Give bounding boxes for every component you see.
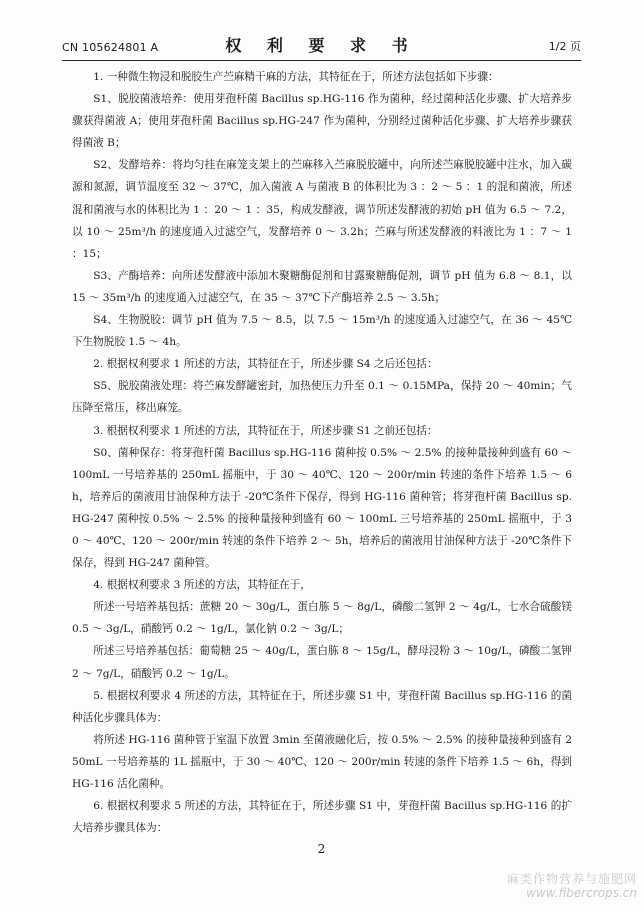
page-indicator: 1/2 页	[548, 40, 581, 53]
document-title: 权 利 要 求 书	[225, 36, 418, 55]
page-number: 2	[317, 842, 326, 856]
claim-1-heading: 1. 一种微生物浸和脱胶生产苎麻精干麻的方法，其特征在于，所述方法包括如下步骤：	[93, 71, 499, 83]
watermark-site-name: 麻类作物营养与施肥网	[506, 872, 637, 886]
claim-2-step-s5: S5、脱胶菌液处理：将苎麻发酵罐密封，加热使压力升至 0.1 ～ 0.15MPa，保持 20 ～ 40min；气压降至常压，移出麻笼。	[72, 380, 572, 415]
claims-body	[72, 66, 572, 842]
claim-4-medium-three: 所述三号培养基包括：葡萄糖 25 ～ 40g/L，蛋白胨 8 ～ 15g/L，酵母浸粉 3 ～ 10g/L，磷酸二氢钾 2 ～ 7g/L，硝酸钙 0.2 ～ 1g/L。	[72, 645, 572, 680]
claim-1-step-s4: S4、生物脱胶：调节 pH 值为 7.5 ～ 8.5，以 7.5 ～ 15m³/h 的速度通入过滤空气，在 36 ～ 45℃下生物脱胶 1.5 ～ 4h。	[72, 314, 572, 349]
claim-4-heading: 4. 根据权利要求 3 所述的方法，其特征在于，	[93, 579, 311, 592]
watermark-url: www.fibercrops.cn	[526, 886, 637, 900]
claim-1-step-s2: S2、发酵培养：将均匀挂在麻笼支架上的苎麻移入苎麻脱胶罐中，向所述苎麻脱胶罐中注水，加入碳源和氮源，调节温度至 32 ～ 37℃，加入菌液 A 与菌液 B 的体积比为 3 ：2 ～ 5 ：1 的混和菌液，所述混和菌液与水的体积比为 1 ：20 ～ 1 ：35，构成发酵液，调节所述发酵液的初始 pH 值为 6.5 ～ 7.2，以 10 ～ 25m³/h 的速度通入过滤空气，发酵培养 0 ～ 3.2h；苎麻与所述发酵液的料液比为 1 ：7 ～ 1 ：15；	[72, 159, 572, 260]
claim-5-activation: 将所述 HG-116 菌种管于室温下放置 3min 至菌液融化后，按 0.5% ～ 2.5% 的接种量接种到盛有 250mL 一号培养基的 1L 摇瓶中，于 30 ～ 40℃、120 ～ 200r/min 转速的条件下培养 1.5 ～ 6h，得到 HG-116 活化菌种。	[72, 733, 572, 790]
claim-4-medium-one: 所述一号培养基包括：蔗糖 20 ～ 30g/L，蛋白胨 5 ～ 8g/L，磷酸二氢钾 2 ～ 4g/L，七水合硫酸镁 0.5 ～ 3g/L，硝酸钙 0.2 ～ 1g/L，氯化钠 0.2 ～ 3g/L；	[72, 601, 572, 636]
site-watermark	[507, 872, 637, 900]
page-header	[62, 34, 581, 61]
claim-1-step-s3: S3、产酶培养：向所述发酵液中添加木聚糖酶促剂和甘露聚糖酶促剂，调节 pH 值为 6.8 ～ 8.1，以 15 ～ 35m³/h 的速度通入过滤空气，在 35 ～ 37℃下产酶培养 2.5 ～ 3.5h；	[72, 269, 572, 304]
claim-2-heading: 2. 根据权利要求 1 所述的方法，其特征在于，所述步骤 S4 之后还包括：	[93, 358, 438, 371]
claim-1-step-s1: S1、脱胶菌液培养：使用芽孢杆菌 Bacillus sp.HG-116 作为菌种，经过菌种活化步骤、扩大培养步骤获得菌液 A；使用芽孢杆菌 Bacillus sp.HG-247 作为菌种，分别经过菌种活化步骤、扩大培养步骤获得菌液 B；	[72, 93, 572, 150]
claim-5-heading: 5. 根据权利要求 4 所述的方法，其特征在于，所述步骤 S1 中，芽孢杆菌 Bacillus sp.HG-116 的菌种活化步骤具体为：	[72, 689, 572, 724]
claim-6-heading: 6. 根据权利要求 5 所述的方法，其特征在于，所述步骤 S1 中，芽孢杆菌 Bacillus sp.HG-116 的扩大培养步骤具体为：	[72, 800, 572, 835]
claim-3-step-s0: S0、菌种保存：将芽孢杆菌 Bacillus sp.HG-116 菌种按 0.5% ～ 2.5% 的接种量接种到盛有 60 ～ 100mL 一号培养基的 250mL 摇瓶中，于 30 ～ 40℃、120 ～ 200r/min 转速的条件下培养 1.5 ～ 6h，培养后的菌液用甘油保种方法于 -20℃条件下保存，得到 HG-116 菌种管；将芽孢杆菌 Bacillus sp.HG-247 菌种按 0.5% ～ 2.5% 的接种量接种到盛有 60 ～ 100mL 三号培养基的 250mL 摇瓶中，于 30 ～ 40℃、120 ～ 200r/min 转速的条件下培养 2 ～ 5h，培养后的菌液用甘油保种方法于 -20℃条件下保存，得到 HG-247 菌种管。	[72, 446, 572, 570]
claim-3-heading: 3. 根据权利要求 1 所述的方法，其特征在于，所述步骤 S1 之前还包括：	[93, 424, 438, 437]
document-number: CN 105624801 A	[62, 41, 159, 54]
